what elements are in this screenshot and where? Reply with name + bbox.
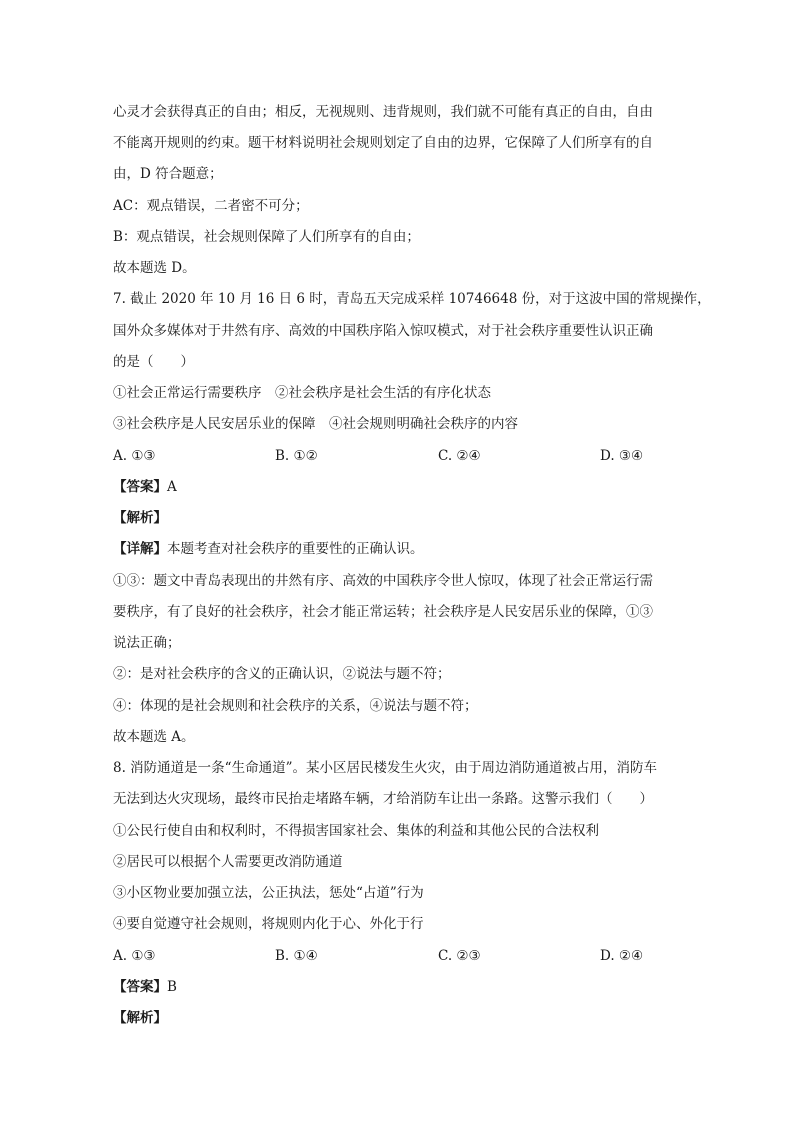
question-7-option-d: D. ③④: [600, 448, 644, 464]
question-8-stem: 8. 消防通道是一条“生命通道”。某小区居民楼发生火灾，由于周边消防通道被占用，消防车: [113, 760, 657, 776]
question-7-option-c: C. ②④: [438, 448, 481, 464]
answer-tag: 【答案】: [113, 979, 167, 995]
question-7-option-a: A. ①③: [113, 448, 156, 464]
question-8-stem: 无法到达火灾现场，最终市民抬走堵路车辆，才给消防车让出一条路。这警示我们（ ）: [113, 791, 653, 807]
detail-tag: 【详解】: [113, 541, 167, 557]
text-line: B：观点错误，社会规则保障了人们所享有的自由；: [113, 229, 420, 245]
question-8-option-b: B. ①④: [275, 948, 318, 964]
question-8-answer: [113, 977, 177, 997]
question-7-detail: [113, 539, 424, 559]
question-8-item: ③小区物业要加强立法，公正执法，惩处“占道”行为: [113, 885, 424, 901]
question-7-analysis-tag: 【解析】: [113, 510, 167, 526]
answer-value: A: [167, 479, 177, 495]
text-line: 故本题选 D。: [113, 260, 196, 276]
question-7-option-b: B. ①②: [275, 448, 318, 464]
explanation-line: ②：是对社会秩序的含义的正确认识，②说法与题不符；: [113, 666, 451, 682]
question-8-option-d: D. ②④: [600, 948, 644, 964]
text-line: 心灵才会获得真正的自由；相反，无视规则、违背规则，我们就不可能有真正的自由，自由: [113, 104, 653, 120]
text-line: 由，D 符合题意；: [113, 166, 223, 182]
text-line: AC：观点错误，二者密不可分；: [113, 198, 309, 214]
answer-tag: 【答案】: [113, 479, 167, 495]
question-7-items: ③社会秩序是人民安居乐业的保障 ④社会规则明确社会秩序的内容: [113, 416, 518, 432]
question-7-items: ①社会正常运行需要秩序 ②社会秩序是社会生活的有序化状态: [113, 385, 491, 401]
explanation-line: ①③：题文中青岛表现出的井然有序、高效的中国秩序令世人惊叹，体现了社会正常运行需: [113, 573, 653, 589]
explanation-line: 要秩序，有了良好的社会秩序，社会才能正常运转；社会秩序是人民安居乐业的保障，①③: [113, 604, 653, 620]
question-8-item: ①公民行使自由和权利时，不得损害国家社会、集体的利益和其他公民的合法权利: [113, 823, 599, 839]
text-line: 不能离开规则的约束。题干材料说明社会规则划定了自由的边界，它保障了人们所享有的自: [113, 135, 653, 151]
question-7-stem: 国外众多媒体对于井然有序、高效的中国秩序陷入惊叹模式，对于社会秩序重要性认识正确: [113, 323, 653, 339]
answer-value: B: [167, 979, 177, 995]
question-7-answer: [113, 477, 177, 497]
explanation-line: 故本题选 A。: [113, 729, 195, 745]
question-8-option-a: A. ①③: [113, 948, 156, 964]
question-7-stem: 7. 截止 2020 年 10 月 16 日 6 时，青岛五天完成采样 10746648 份，对于这波中国的常规操作，: [113, 291, 711, 307]
question-8-analysis-tag: 【解析】: [113, 1010, 167, 1026]
question-8-item: ②居民可以根据个人需要更改消防通道: [113, 854, 343, 870]
explanation-line: ④：体现的是社会规则和社会秩序的关系，④说法与题不符；: [113, 698, 478, 714]
detail-text: 本题考查对社会秩序的重要性的正确认识。: [167, 541, 424, 557]
question-7-stem: 的是（ ）: [113, 354, 194, 370]
explanation-line: 说法正确；: [113, 635, 181, 651]
question-8-option-c: C. ②③: [438, 948, 481, 964]
question-8-item: ④要自觉遵守社会规则，将规则内化于心、外化于行: [113, 916, 424, 932]
